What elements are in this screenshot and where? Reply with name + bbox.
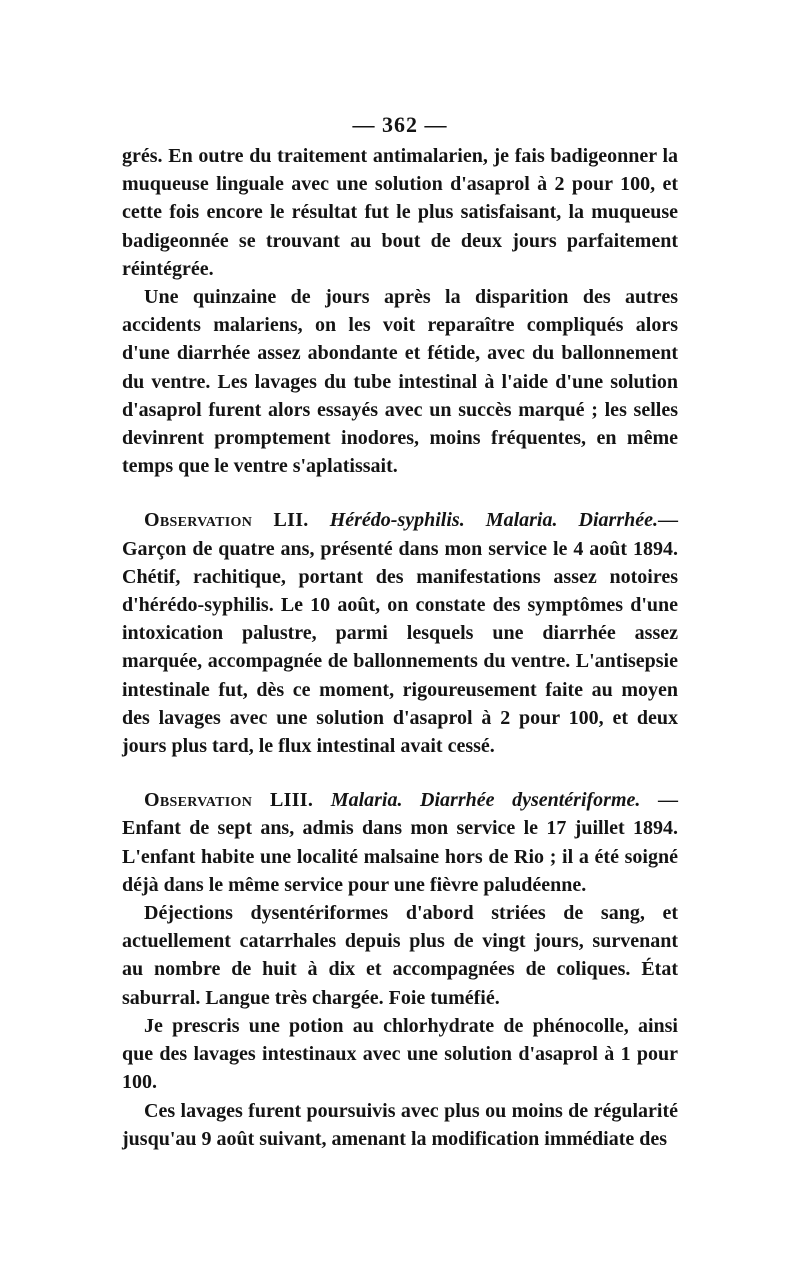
observation-lii — [122, 506, 678, 760]
observation-liii — [122, 786, 678, 899]
observation-liii-text: — Enfant de sept ans, admis dans mon service le 17 juillet 1894. L'enfant habite une localité malsaine hors de Rio ; il a été soigné déjà dans le même service pour une fièvre paludéenne. — [122, 789, 678, 896]
observation-lii-title: Hérédo-syphilis. Malaria. Diarrhée. — [329, 509, 658, 532]
observation-liii-prescription: Je prescris une potion au chlorhydrate de phénocolle, ainsi que des lavages intestinaux avec une solution d'asaprol à 1 pour 100. — [122, 1014, 678, 1094]
observation-liii-followup: Ces lavages furent poursuivis avec plus ou moins de régularité jusqu'au 9 août suivant, amenant la modification immédiate des — [122, 1099, 678, 1150]
paragraph-continuation: grés. En outre du traitement antimalarien, je fais badigeonner la muqueuse linguale avec une solution d'asaprol à 2 pour 100, et cette fois encore le résultat fut le plus satisfaisant, la muqueuse badigeonnée se trouvant au bout de deux jours parfaitement réintégrée. — [122, 145, 678, 280]
observation-lii-text: — Garçon de quatre ans, présenté dans mon service le 4 août 1894. Chétif, rachitique, portant des manifestations assez notoires d'hérédo-syphilis. Le 10 août, on constate des symptômes d'une intoxication palustre, parmi lesquels une diarrhée assez marquée, accompagnée de ballonnements du ventre. L'antisepsie intestinale fut, dès ce moment, rigoureusement faite au moyen des lavages avec une solution d'asaprol à 2 pour 100, et deux jours plus tard, le flux intestinal avait cessé. — [122, 509, 678, 758]
page-number: — 362 — — [352, 112, 448, 137]
paragraph-diarrhea-relapse: Une quinzaine de jours après la disparition des autres accidents malariens, on les voit reparaître compliqués alors d'une diarrhée assez abondante et fétide, avec du ballonnement du ventre. Les lavages du tube intestinal à l'aide d'une solution d'asaprol furent alors essayés avec un succès marqué ; les selles devinrent promptement inodores, moins fréquentes, en même temps que le ventre s'aplatissait. — [122, 286, 678, 478]
observation-liii-title: Malaria. Diarrhée dysentériforme. — [330, 789, 641, 812]
observation-lii-label: Observation LII. — [144, 509, 309, 532]
observation-liii-label: Observation LIII. — [144, 789, 314, 812]
observation-liii-symptoms: Déjections dysentériformes d'abord striées de sang, et actuellement catarrhales depuis plus de vingt jours, survenant au nombre de huit à dix et accompagnées de coliques. État saburral. Langue très chargée. Foie tuméfié. — [122, 902, 678, 1009]
page-body — [122, 142, 678, 1153]
